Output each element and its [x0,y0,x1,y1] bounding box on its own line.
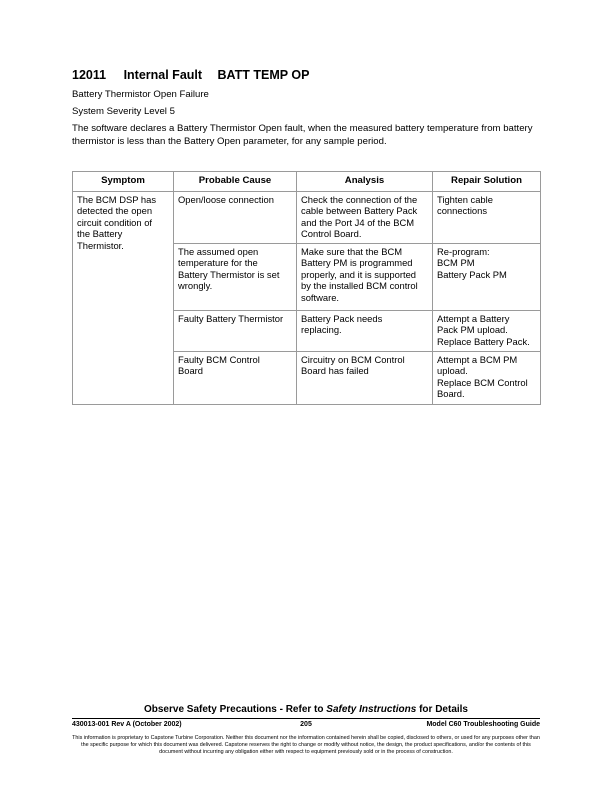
severity-level: System Severity Level 5 [72,106,175,117]
analysis-line: properly, and it is supported [301,268,416,280]
analysis-line: software. [301,291,340,303]
cause-cell [174,191,297,243]
analysis-line: cable between Battery Pack [301,205,418,216]
analysis-line: replacing. [301,324,342,335]
fault-heading [72,68,309,82]
analysis-line: Board has failed [301,365,369,376]
document-number: 430013-001 Rev A (October 2002) [72,721,182,728]
cause-line: Battery Thermistor is set [178,268,280,280]
repair-line: Re-program: [437,245,490,257]
analysis-line: and the Port J4 of the BCM [301,216,415,228]
repair-line: Battery Pack PM [437,268,507,280]
analysis-line: by the installed BCM control [301,280,418,291]
header-repair-solution: Repair Solution [433,172,541,192]
analysis-cell [297,310,433,351]
safety-banner-prefix: Observe Safety Precautions - Refer to [143,704,327,715]
cause-line: Faulty BCM Control [178,353,260,365]
fault-description: The software declares a Battery Thermistor Open fault, when the measured battery temperature from battery thermistor is less than the Battery Open parameter, for any sample period. [72,123,533,147]
repair-line: BCM PM [437,257,475,268]
fault-type: Internal Fault [123,68,203,82]
symptom-line: Thermistor. [77,239,124,251]
analysis-cell [297,191,433,243]
symptom-line: circuit condition of [77,216,153,228]
cause-line: temperature for the [178,257,258,268]
symptom-cell [73,191,174,404]
analysis-line: Control Board. [301,228,362,239]
repair-cell [433,191,541,243]
table-header-row [73,172,541,192]
guide-title: Model C60 Troubleshooting Guide [426,721,540,728]
symptom-line: The BCM DSP has [77,193,157,205]
analysis-line: Battery PM is programmed [301,257,413,268]
cause-cell [174,310,297,351]
header-analysis: Analysis [297,172,433,192]
symptom-line: the Battery [77,228,123,239]
repair-cell [433,310,541,351]
analysis-cell [297,243,433,310]
repair-line: connections [437,205,488,216]
repair-line: Replace BCM Control [437,376,528,388]
repair-line: Replace Battery Pack. [437,335,530,347]
symptom-line: detected the open [77,205,153,216]
safety-banner-suffix: for Details [416,704,468,715]
analysis-line: Check the connection of the [301,193,418,205]
repair-cell [433,243,541,310]
analysis-line: Make sure that the BCM [301,245,403,257]
repair-line: Board. [437,388,465,399]
fault-name: BATT TEMP OP [217,68,310,82]
analysis-cell [297,351,433,404]
safety-banner [72,704,540,715]
fault-code: 12011 [72,68,107,82]
analysis-line: Battery Pack needs [301,312,383,324]
repair-cell [433,351,541,404]
fault-subtitle: Battery Thermistor Open Failure [72,89,209,100]
cause-line: wrongly. [178,280,213,291]
header-probable-cause: Probable Cause [174,172,297,192]
safety-banner-emphasis: Safety Instructions [326,704,417,715]
header-symptom: Symptom [73,172,174,192]
cause-line: Board [178,365,204,376]
troubleshooting-table [72,171,541,405]
cause-cell [174,243,297,310]
cause-cell [174,351,297,404]
page-number: 205 [300,721,312,728]
table-row [73,191,541,243]
proprietary-notice: This information is proprietary to Capstone Turbine Corporation. Neither this document nor the information contained herein shall be copied, disclosed to others, or used for any purposes other than the specific purpose for which this document was delivered. Capstone reserves the right to change or modify without notice, the design, the product specifications, and/or the contents of this document without incurring any obligation either with respect to equipment previously sold or in the process of construction. [72,735,540,755]
repair-line: Pack PM upload. [437,324,508,335]
footer-divider [72,718,540,719]
repair-line: upload. [437,365,468,376]
cause-line: Faulty Battery Thermistor [178,312,284,324]
cause-line: The assumed open [178,245,259,257]
analysis-line: Circuitry on BCM Control [301,353,405,365]
repair-line: Attempt a BCM PM [437,353,518,365]
cause-line: Open/loose connection [178,193,274,205]
repair-line: Tighten cable [437,193,493,205]
repair-line: Attempt a Battery [437,312,510,324]
